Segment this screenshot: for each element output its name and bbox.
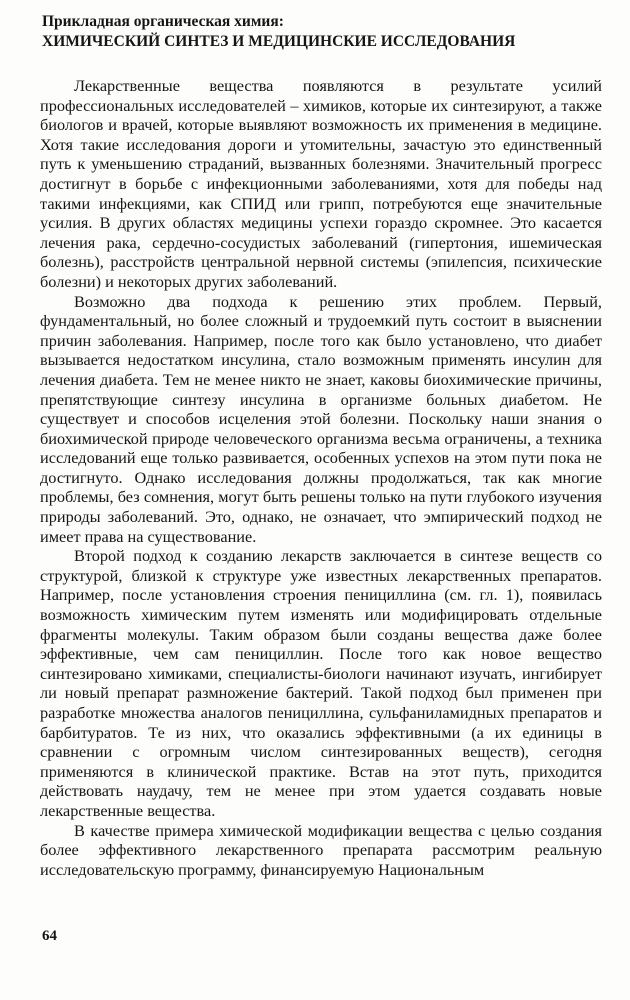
chapter-header (42, 12, 602, 52)
header-subtitle: Прикладная органическая химия: (42, 13, 284, 30)
paragraph-2: Возможно два подхода к решению этих проблем. Первый, фундаментальный, но более сложный и трудоемкий путь состоит в выяснении причин заболевания. Например, после того как было установлено, что диабет вызывается недостатком инсулина, стало возможным применять инсулин для лечения диабета. Тем не менее никто не знает, каковы биохимические причины, препятствующие синтезу инсулина в организме больных диабетом. Не существует и способов исцеления этой болезни. Поскольку наши знания о биохимической природе человеческого организма весьма ограничены, а техника исследований еще только развивается, особенных успехов на этом пути пока не достигнуто. Однако исследования должны продолжаться, так как многие проблемы, без сомнения, могут быть решены только на пути глубокого изучения природы заболеваний. Это, однако, не означает, что эмпирический подход не имеет права на существование. (40, 291, 602, 546)
paragraph-3: Второй подход к созданию лекарств заключается в синтезе веществ со структурой, близкой к структуре уже известных лекарственных препаратов. Например, после установления строения пенициллина (см. гл. 1), появилась возможность химическим путем изменять или модифицировать отдельные фрагменты молекулы. Таким образом были созданы вещества даже более эффективные, чем сам пенициллин. После того как новое вещество синтезировано химиками, специалисты-биологи начинают изучать, ингибирует ли новый препарат размножение бактерий. Такой подход был применен при разработке множества аналогов пенициллина, сульфаниламидных препаратов и барбитуратов. Те из них, что оказались эффективными (а их единицы в сравнении с огромным числом синтезированных веществ), сегодня применяются в клинической практике. Встав на этот путь, приходится действовать наудачу, тем не менее при этом удается создавать новые лекарственные вещества. (40, 546, 602, 820)
header-title: ХИМИЧЕСКИЙ СИНТЕЗ И МЕДИЦИНСКИЕ ИССЛЕДОВАНИЯ (42, 33, 516, 50)
body-text (40, 76, 602, 879)
paragraph-4: В качестве примера химической модификации вещества с целью создания более эффективного лекарственного препарата рассмотрим реальную исследовательскую программу, финансируемую Национальным (40, 820, 602, 879)
page-number: 64 (42, 928, 57, 944)
paragraph-1: Лекарственные вещества появляются в результате усилий профессиональных исследователей – химиков, которые их синтезируют, а также биологов и врачей, которые выявляют возможность их применения в медицине. Хотя такие исследования дороги и утомительны, зачастую это единственный путь к уменьшению страданий, вызванных болезнями. Значительный прогресс достигнут в борьбе с инфекционными заболеваниями, хотя для победы над такими инфекциями, как СПИД или грипп, потребуются еще значительные усилия. В других областях медицины успехи гораздо скромнее. Это касается лечения рака, сердечно-сосудистых заболеваний (гипертония, ишемическая болезнь), расстройств центральной нервной системы (эпилепсия, психические болезни) и некоторых других заболеваний. (40, 76, 602, 291)
